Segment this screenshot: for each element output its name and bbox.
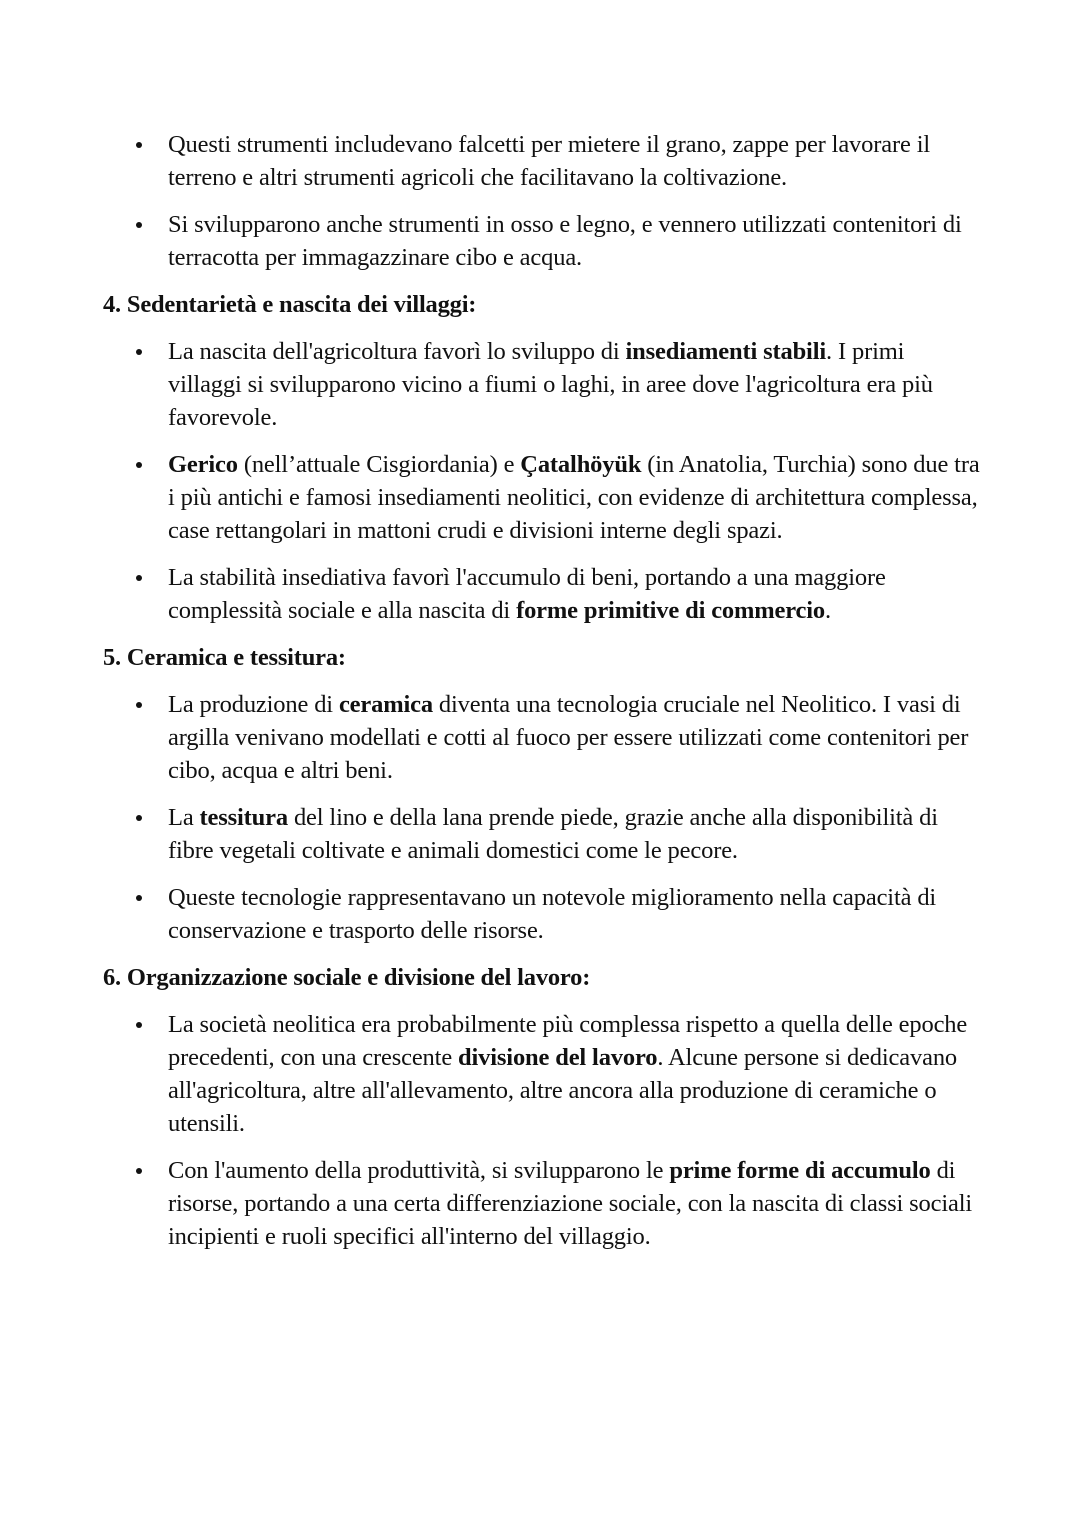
bullet-dot-icon <box>136 1022 142 1028</box>
bullet-text: (in Anatolia, Turchia) sono due tra i più antichi e famosi insediamenti neolitici, con evidenze di architettura complessa, case rettangolari in mattoni crudi e divisioni interne degli spazi. <box>168 451 980 544</box>
bullet-item <box>103 561 983 627</box>
section-ceramica <box>103 641 983 947</box>
bullet-item <box>103 881 983 947</box>
bold-term: Gerico <box>168 451 238 478</box>
bullet-text: La <box>168 804 200 831</box>
document-body <box>103 128 983 1267</box>
bullet-text: La società neolitica era probabilmente più complessa rispetto a quella delle epoche precedenti, con una crescente <box>168 1011 968 1071</box>
section-bullet-list <box>103 335 983 627</box>
section-bullet-list <box>103 688 983 947</box>
bullet-text: (nell’attuale Cisgiordania) e <box>237 451 521 478</box>
bold-term: ceramica <box>338 691 433 718</box>
bold-term: divisione del lavoro <box>458 1044 658 1071</box>
bullet-text: . I primi villaggi si svilupparono vicino a fiumi o laghi, in aree dove l'agricoltura era più favorevole. <box>168 338 933 431</box>
bullet-dot-icon <box>136 895 142 901</box>
bullet-dot-icon <box>136 702 142 708</box>
section-organizzazione <box>103 961 983 1253</box>
bullet-text: Questi strumenti includevano falcetti per mietere il grano, zappe per lavorare il terreno e altri strumenti agricoli che facilitavano la coltivazione. <box>168 131 931 191</box>
bullet-item <box>103 1154 983 1253</box>
bullet-item <box>103 335 983 434</box>
bullet-text: diventa una tecnologia cruciale nel Neolitico. I vasi di argilla venivano modellati e cotti al fuoco per essere utilizzati come contenitori per cibo, acqua e altri beni. <box>168 691 969 784</box>
bullet-dot-icon <box>136 575 142 581</box>
bullet-text: Queste tecnologie rappresentavano un notevole miglioramento nella capacità di conservazione e trasporto delle risorse. <box>168 884 937 944</box>
bullet-text: . <box>825 597 832 624</box>
bullet-dot-icon <box>136 349 142 355</box>
bullet-item <box>103 688 983 787</box>
bullet-item <box>103 128 983 194</box>
bullet-text: La stabilità insediativa favorì l'accumulo di beni, portando a una maggiore complessità sociale e alla nascita di <box>168 564 886 624</box>
bullet-text: Si svilupparono anche strumenti in osso e legno, e vennero utilizzati contenitori di terracotta per immagazzinare cibo e acqua. <box>168 211 962 271</box>
bullet-dot-icon <box>136 142 142 148</box>
bullet-text: di risorse, portando a una certa differenziazione sociale, con la nascita di classi sociali incipienti e ruoli specifici all'interno del villaggio. <box>168 1157 973 1250</box>
bullet-item <box>103 1008 983 1140</box>
section-sedentarieta <box>103 288 983 627</box>
bold-term: prime forme di accumulo <box>669 1157 931 1184</box>
section-heading: 5. Ceramica e tessitura: <box>103 644 346 671</box>
bold-term: tessitura <box>199 804 288 831</box>
bullet-item <box>103 801 983 867</box>
bullet-dot-icon <box>136 462 142 468</box>
bullet-item <box>103 448 983 547</box>
bold-term: forme primitive di commercio <box>516 597 826 624</box>
bullet-text: . Alcune persone si dedicavano all'agricoltura, altre all'allevamento, altre ancora alla produzione di ceramiche o utensili. <box>168 1044 958 1137</box>
bullet-dot-icon <box>136 222 142 228</box>
intro-bullet-list <box>103 128 983 274</box>
section-bullet-list <box>103 1008 983 1253</box>
bullet-item <box>103 208 983 274</box>
bullet-text: La produzione di <box>168 691 339 718</box>
bullet-text: del lino e della lana prende piede, grazie anche alla disponibilità di fibre vegetali coltivate e animali domestici come le pecore. <box>168 804 938 864</box>
bullet-dot-icon <box>136 815 142 821</box>
bullet-text: Con l'aumento della produttività, si svilupparono le <box>168 1157 670 1184</box>
bullet-dot-icon <box>136 1168 142 1174</box>
section-heading: 6. Organizzazione sociale e divisione del lavoro: <box>103 964 591 991</box>
bullet-text: La nascita dell'agricoltura favorì lo sviluppo di <box>168 338 626 365</box>
bold-term: Çatalhöyük <box>520 451 642 478</box>
bold-term: insediamenti stabili <box>625 338 827 365</box>
section-heading: 4. Sedentarietà e nascita dei villaggi: <box>103 291 477 318</box>
